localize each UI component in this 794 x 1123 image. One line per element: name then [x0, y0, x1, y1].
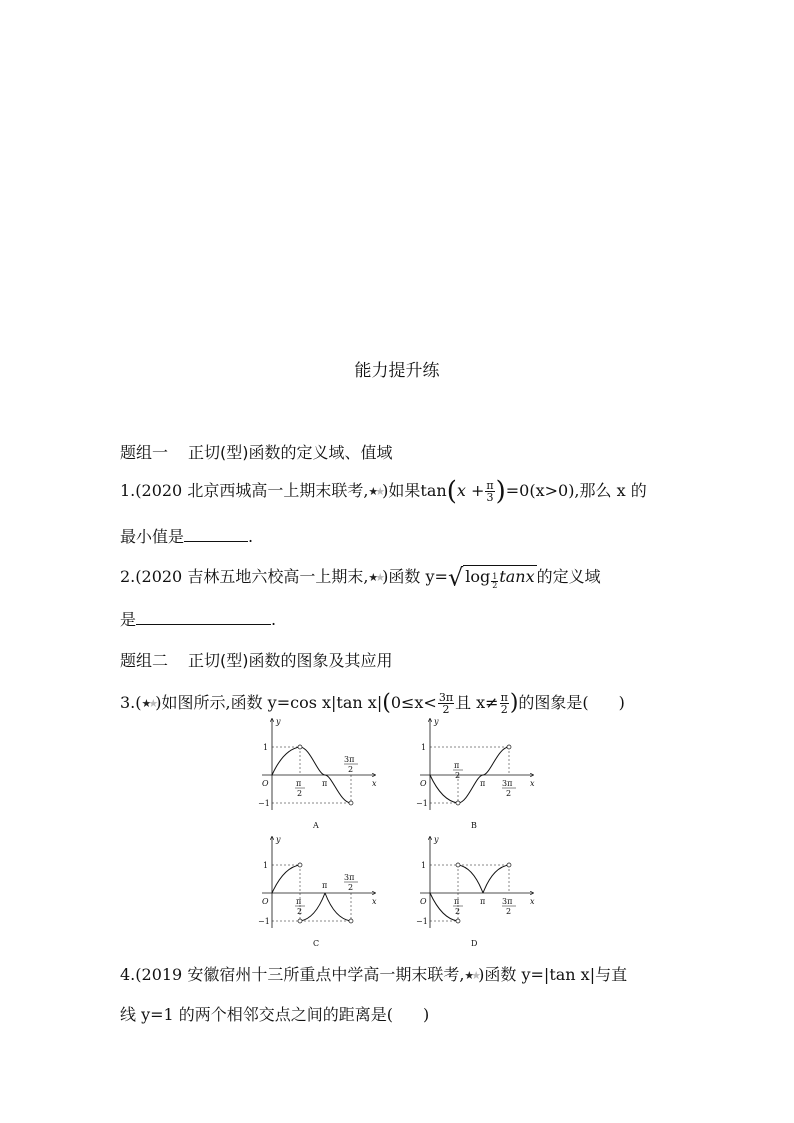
question-2-line2: 是 . — [120, 610, 277, 629]
star-filled-icon: ★ — [368, 485, 376, 498]
group2-heading — [120, 648, 393, 671]
q1-tail: =0(x>0),那么 x 的 — [505, 481, 647, 500]
svg-text:O: O — [420, 779, 427, 788]
answer-blank[interactable] — [136, 610, 271, 625]
star-empty-icon: ★ — [471, 969, 479, 982]
q1-line2: 最小值是 — [120, 527, 185, 546]
question-4-line2 — [120, 1002, 429, 1025]
q2-prefix: 2.(2020 吉林五地六校高一上期末, — [120, 567, 369, 586]
star-filled-icon: ★ — [368, 571, 376, 584]
q3-close: ) — [618, 693, 625, 712]
svg-text:1: 1 — [263, 861, 269, 870]
svg-text:π: π — [454, 897, 460, 906]
group1-topic: 正切(型)函数的定义域、值域 — [188, 443, 393, 462]
question-2-line1 — [120, 564, 601, 590]
star-empty-icon: ★ — [375, 485, 383, 498]
svg-text:π: π — [296, 779, 302, 788]
q1-x-expr: x + — [456, 481, 485, 500]
difficulty-stars — [464, 969, 478, 982]
svg-text:1: 1 — [263, 743, 269, 752]
svg-text:A: A — [313, 821, 319, 830]
svg-text:3π: 3π — [502, 779, 513, 788]
svg-text:−1: −1 — [416, 917, 428, 926]
graph-b[interactable] — [416, 717, 535, 830]
q2-tail: 的定义域 — [536, 567, 601, 586]
svg-text:O: O — [262, 897, 269, 906]
graph-c[interactable] — [258, 835, 377, 948]
star-empty-icon: ★ — [375, 571, 383, 584]
svg-text:O: O — [420, 897, 427, 906]
q3-prefix: 3.( — [120, 693, 142, 712]
svg-text:π: π — [322, 881, 328, 890]
svg-text:2: 2 — [455, 907, 461, 916]
question-3-line1: 3.(★★)如图所示,函数 y=cos x|tan x|(0≤x< $\frac{3\pi}{2}$ 且 x≠ $\frac{\pi}{2}$ )的图象是( ) — [120, 690, 625, 716]
answer-graphs — [250, 715, 550, 955]
svg-text:y: y — [276, 835, 281, 844]
svg-text:−1: −1 — [258, 917, 270, 926]
q1-prefix: 1.(2020 北京西城高一上期末联考, — [120, 481, 369, 500]
q4-prefix: 4.(2019 安徽宿州十三所重点中学高一期末联考, — [120, 965, 465, 984]
answer-blank[interactable] — [184, 527, 248, 542]
svg-text:−1: −1 — [258, 799, 270, 808]
svg-text:C: C — [313, 939, 320, 948]
svg-text:π: π — [296, 897, 302, 906]
q3-cond-and: 且 x≠ — [455, 693, 499, 712]
log-base: $\frac{1}{2}$ — [492, 572, 498, 590]
q4-line2: 线 y=1 的两个相邻交点之间的距离是( — [120, 1005, 394, 1024]
difficulty-stars — [368, 485, 382, 498]
star-filled-icon: ★ — [141, 697, 149, 710]
q1-fraction: $\frac{\pi}{3}$ — [486, 479, 494, 504]
svg-text:2: 2 — [348, 883, 354, 892]
svg-text:π: π — [322, 779, 328, 788]
sqrt-expression: √ log $\frac{1}{2}$ tanx — [447, 563, 535, 592]
difficulty-stars — [368, 571, 382, 584]
q3-cond-start: 0≤x< — [390, 693, 437, 712]
svg-text:y: y — [276, 717, 281, 726]
svg-text:x: x — [530, 779, 535, 788]
q3-mid: )如图所示,函数 y=cos x|tan x| — [155, 693, 383, 712]
svg-text:2: 2 — [455, 771, 461, 780]
graph-d[interactable] — [416, 835, 535, 948]
q1-mid: )如果tan — [382, 481, 447, 500]
group2-title: 题组二 — [120, 651, 169, 670]
question-1-line1 — [120, 476, 647, 507]
svg-text:x: x — [372, 897, 377, 906]
group2-topic: 正切(型)函数的图象及其应用 — [188, 651, 393, 670]
svg-text:D: D — [471, 939, 478, 948]
section-title: 能力提升练 — [354, 361, 440, 381]
q2-mid: )函数 y= — [382, 567, 448, 586]
q4-close: ) — [423, 1005, 430, 1024]
svg-text:2: 2 — [297, 907, 303, 916]
svg-text:2: 2 — [348, 765, 354, 774]
svg-text:π: π — [454, 761, 460, 770]
right-paren: ) — [495, 476, 506, 507]
svg-text:1: 1 — [421, 743, 427, 752]
star-empty-icon: ★ — [148, 697, 156, 710]
svg-text:x: x — [372, 779, 377, 788]
svg-text:1: 1 — [421, 861, 427, 870]
svg-text:π: π — [480, 897, 486, 906]
left-paren: ( — [446, 476, 457, 507]
q4-mid: )函数 y=|tan x|与直 — [478, 965, 628, 984]
svg-text:O: O — [262, 779, 269, 788]
group1-title: 题组一 — [120, 443, 169, 462]
svg-text:2: 2 — [297, 789, 303, 798]
q3-tail: 的图象是( — [518, 693, 589, 712]
q2-line2: 是 — [120, 610, 137, 629]
graph-a[interactable] — [258, 717, 377, 830]
question-4-line1 — [120, 962, 627, 985]
question-1-line2: 最小值是 . — [120, 527, 254, 546]
group1-heading — [120, 440, 393, 463]
svg-text:2: 2 — [506, 907, 512, 916]
svg-text:x: x — [530, 897, 535, 906]
svg-text:3π: 3π — [502, 897, 513, 906]
svg-text:3π: 3π — [344, 755, 355, 764]
star-filled-icon: ★ — [464, 969, 472, 982]
svg-text:−1: −1 — [416, 799, 428, 808]
svg-text:y: y — [434, 835, 439, 844]
svg-text:B: B — [471, 821, 477, 830]
svg-text:2: 2 — [506, 789, 512, 798]
svg-text:3π: 3π — [344, 873, 355, 882]
svg-text:y: y — [434, 717, 439, 726]
svg-text:π: π — [480, 779, 486, 788]
difficulty-stars — [142, 697, 156, 710]
